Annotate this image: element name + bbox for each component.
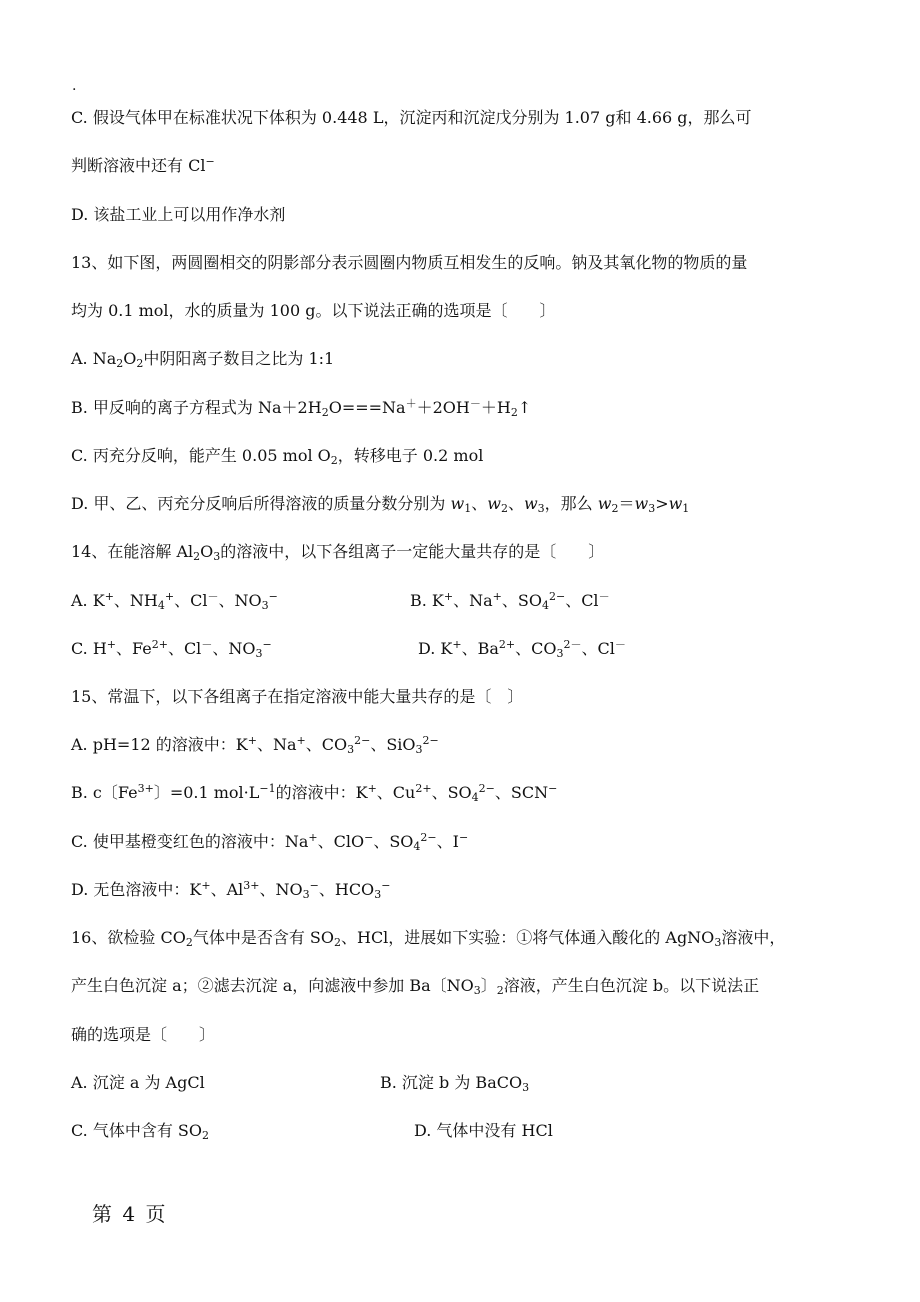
q15-c-text: C. 使甲基橙变红色的溶液中：Na: [71, 832, 309, 851]
q16-stem-text: 〕: [480, 976, 497, 995]
q13-d-var: w: [668, 494, 683, 513]
q16-option-c: [71, 1121, 209, 1141]
q15-d-sup: −: [309, 879, 319, 892]
q13-d-text: 、: [471, 494, 488, 513]
q13-b-sub: 2: [321, 406, 329, 419]
page-dot: .: [72, 78, 77, 94]
q13-d-sub: 2: [500, 502, 508, 515]
q13-d-text: ＝: [618, 494, 635, 513]
q16-c-sub: 2: [202, 1129, 210, 1142]
q14-d-sup: 2－: [563, 638, 582, 651]
q15-b-text: 〕=0.1 mol·L: [153, 783, 260, 802]
q15-a-text: A. pH=12 的溶液中：K: [71, 735, 248, 754]
q13-c-text: ，转移电子 0.2 mol: [337, 446, 484, 465]
q13-b-sup: ＋: [405, 397, 417, 410]
q14-d-sup: －: [614, 638, 626, 651]
q15-option-a: [71, 735, 439, 755]
q14-b-sub: 4: [541, 599, 549, 612]
q15-b-sub: 4: [471, 791, 479, 804]
q14-option-b: [410, 591, 610, 611]
q16-stem-text: 溶液，产生白色沉淀 b。以下说法正: [503, 976, 760, 995]
q13-a-text: A. Na: [71, 349, 117, 368]
q14-a-sup: －: [207, 590, 219, 603]
q15-b-sup: 3+: [137, 782, 154, 795]
q13-d-var: w: [487, 494, 501, 513]
q15-a-sup: +: [247, 734, 257, 747]
q14-option-c: [71, 639, 272, 659]
q14-b-sup: －: [598, 590, 610, 603]
q15-b-text: 、SCN: [494, 783, 549, 802]
q15-d-sub: 3: [302, 888, 310, 901]
q14-c-sub: 3: [255, 647, 263, 660]
q15-d-sub: 3: [374, 888, 382, 901]
q14-a-sup: −: [268, 590, 278, 603]
q15-a-text: 、Na: [256, 735, 297, 754]
q13-b-text: ＋H: [480, 398, 511, 417]
q13-b-text: ↑: [517, 398, 532, 417]
q16-stem-text: 溶液中，: [721, 928, 786, 947]
q16-option-a: A. 沉淀 a 为 AgCl: [71, 1073, 205, 1092]
q14-b-sup: +: [492, 590, 502, 603]
q14-b-sup: +: [443, 590, 454, 603]
q13-d-sub: 3: [648, 502, 656, 515]
q15-b-text: B. c〔Fe: [71, 783, 138, 802]
q15-c-sup: 2−: [420, 831, 437, 844]
q12-option-c-text2: 判断溶液中还有 Cl: [71, 156, 206, 175]
q14-a-text: A. K: [71, 591, 105, 610]
q16-b-sub: 3: [522, 1081, 530, 1094]
q16-option-d: D. 气体中没有 HCl: [414, 1121, 553, 1140]
q15-c-sup: +: [308, 831, 318, 844]
q13-c-sub: 2: [330, 454, 338, 467]
q15-a-sub: 3: [347, 743, 355, 756]
q16-option-b: [380, 1073, 529, 1093]
q14-a-sub: 4: [157, 599, 165, 612]
q14-c-sup: +: [106, 638, 117, 651]
q15-d-text: D. 无色溶液中：K: [71, 880, 202, 899]
q14-stem-text: O: [200, 542, 214, 561]
q13-d-var: w: [634, 494, 649, 513]
q14-c-text: 、Fe: [116, 639, 152, 658]
q14-option-a: [71, 591, 278, 611]
q16-stem-line1: [71, 928, 785, 948]
q13-d-text: 、: [507, 494, 524, 513]
q16-stem-text: 16、欲检验 CO: [71, 928, 186, 947]
q15-b-text: 、SO: [431, 783, 472, 802]
q14-d-text: D. K: [418, 639, 453, 658]
q13-a-text: O: [123, 349, 137, 368]
q12-option-c-sup: −: [205, 155, 215, 168]
q13-c-text: C. 丙充分反响，能产生 0.05 mol O: [71, 446, 331, 465]
q15-c-sub: 4: [413, 840, 421, 853]
q14-option-d: [418, 639, 626, 659]
page-number: 第 4 页: [92, 1202, 168, 1226]
q15-b-text: 、Cu: [376, 783, 416, 802]
q15-c-sup: −: [364, 831, 374, 844]
q14-a-sup: +: [104, 590, 114, 603]
q15-b-sup: +: [367, 782, 377, 795]
q14-stem: [71, 542, 604, 562]
q15-b-text: 的溶液中：K: [275, 783, 368, 802]
q14-d-text: 、Ba: [461, 639, 499, 658]
q15-c-text: 、ClO: [317, 832, 365, 851]
q16-stem-sub: 2: [496, 984, 504, 997]
q13-b-text: B. 甲反响的离子方程式为 Na＋2H: [71, 398, 322, 417]
q16-stem-text: 产生白色沉淀 a；②滤去沉淀 a，向滤液中参加 Ba〔NO: [71, 976, 474, 995]
q15-a-sub: 3: [415, 743, 423, 756]
q14-a-text: 、NH: [113, 591, 158, 610]
q15-a-text: 、SiO: [370, 735, 416, 754]
q13-option-d: [71, 494, 689, 514]
q14-c-sup: 2+: [151, 638, 168, 651]
q14-b-text: 、Cl: [565, 591, 599, 610]
q12-option-c-text1: C. 假设气体甲在标准状况下体积为 0.448 L，沉淀丙和沉淀戊分别为 1.07 g和 4.66 g，那么可: [71, 108, 752, 127]
q16-stem-sub: 2: [333, 936, 341, 949]
q13-b-text: ＋2OH: [416, 398, 470, 417]
q14-d-sup: 2+: [498, 638, 516, 651]
q14-b-sup: 2−: [548, 590, 566, 603]
q15-a-sup: 2−: [354, 734, 371, 747]
q13-b-sub: 2: [510, 406, 518, 419]
q13-a-sub: 2: [136, 357, 144, 370]
q13-d-var: w: [523, 494, 538, 513]
q15-a-text: 、CO: [305, 735, 348, 754]
q13-d-var: w: [450, 494, 465, 513]
q16-stem-sub: 2: [185, 936, 193, 949]
q15-b-sup: 2−: [478, 782, 495, 795]
q12-option-c-line1: [71, 108, 752, 128]
q15-c-sup: −: [458, 831, 469, 844]
q14-stem-sub: 3: [213, 550, 221, 563]
q15-c-text: 、SO: [373, 832, 414, 851]
q15-d-text: 、HCO: [318, 880, 375, 899]
q14-b-text: 、SO: [501, 591, 542, 610]
q15-d-sup: −: [381, 879, 391, 892]
q13-stem-line2: 均为 0.1 mol，水的质量为 100 g。以下说法正确的选项是〔 〕: [71, 301, 556, 320]
q13-stem-line1: 13、如下图，两圆圈相交的阴影部分表示圆圈内物质互相发生的反响。钠及其氧化物的物质的量: [71, 253, 748, 272]
q15-d-sup: 3+: [243, 879, 260, 892]
q15-stem: 15、常温下，以下各组离子在指定溶液中能大量共存的是〔 〕: [71, 687, 524, 706]
q12-option-d: D. 该盐工业上可以用作净水剂: [71, 205, 286, 224]
q15-d-text: 、NO: [259, 880, 303, 899]
q13-option-b: [71, 398, 531, 418]
q14-b-text: B. K: [410, 591, 444, 610]
q15-d-text: 、Al: [210, 880, 244, 899]
q16-stem-line3: 确的选项是〔 〕: [71, 1025, 216, 1044]
q13-b-sup: －: [469, 397, 481, 410]
q15-b-sup: −: [548, 782, 558, 795]
q14-c-text: 、Cl: [167, 639, 202, 658]
q14-a-sup: +: [164, 590, 175, 603]
q14-a-text: 、Cl: [174, 591, 208, 610]
q13-b-text: O===Na: [328, 398, 406, 417]
q13-d-text: >: [655, 494, 669, 513]
q15-b-sup: 2+: [415, 782, 432, 795]
q13-d-text: D. 甲、乙、丙充分反响后所得溶液的质量分数分别为: [71, 494, 451, 513]
q15-option-b: [71, 783, 557, 803]
q14-stem-text: 14、在能溶解 Al: [71, 542, 194, 561]
q13-a-text: 中阴阳离子数目之比为 1:1: [143, 349, 335, 368]
q15-b-sup: −1: [259, 782, 276, 795]
q13-d-sub: 2: [611, 502, 619, 515]
q16-stem-text: 气体中是否含有 SO: [192, 928, 334, 947]
q16-stem-sub: 3: [473, 984, 481, 997]
q14-d-sup: +: [452, 638, 462, 651]
q13-d-sub: 1: [682, 502, 690, 515]
q14-d-text: 、Cl: [581, 639, 615, 658]
q13-d-sub: 3: [537, 502, 545, 515]
q14-b-text: 、Na: [453, 591, 493, 610]
q14-c-sup: －: [201, 638, 213, 651]
q15-c-text: 、I: [436, 832, 459, 851]
q13-option-c: [71, 446, 483, 466]
q12-option-c-line2: [71, 156, 215, 176]
q13-d-sub: 1: [464, 502, 472, 515]
q16-c-text: C. 气体中含有 SO: [71, 1121, 203, 1140]
q14-c-text: 、NO: [212, 639, 256, 658]
q15-a-sup: 2−: [422, 734, 439, 747]
q16-stem-sub: 3: [714, 936, 722, 949]
q14-d-text: 、CO: [515, 639, 557, 658]
q13-d-text: ，那么: [544, 494, 598, 513]
q15-option-d: [71, 880, 390, 900]
q15-option-c: [71, 832, 468, 852]
q14-a-sub: 3: [261, 599, 269, 612]
q16-b-text: B. 沉淀 b 为 BaCO: [380, 1073, 523, 1092]
q15-d-sup: +: [201, 879, 211, 892]
q14-d-sub: 3: [556, 647, 564, 660]
q14-c-text: C. H: [71, 639, 107, 658]
q13-a-sub: 2: [116, 357, 124, 370]
q14-a-text: 、NO: [218, 591, 262, 610]
q13-d-var: w: [597, 494, 612, 513]
q14-stem-sub: 2: [193, 550, 201, 563]
q14-stem-text: 的溶液中，以下各组离子一定能大量共存的是〔 〕: [220, 542, 605, 561]
q16-stem-text: 、HCl，进展如下实验：①将气体通入酸化的 AgNO: [340, 928, 715, 947]
q13-option-a: [71, 349, 334, 369]
q16-stem-line2: [71, 976, 759, 996]
q15-a-sup: +: [296, 734, 306, 747]
q14-c-sup: −: [262, 638, 272, 651]
